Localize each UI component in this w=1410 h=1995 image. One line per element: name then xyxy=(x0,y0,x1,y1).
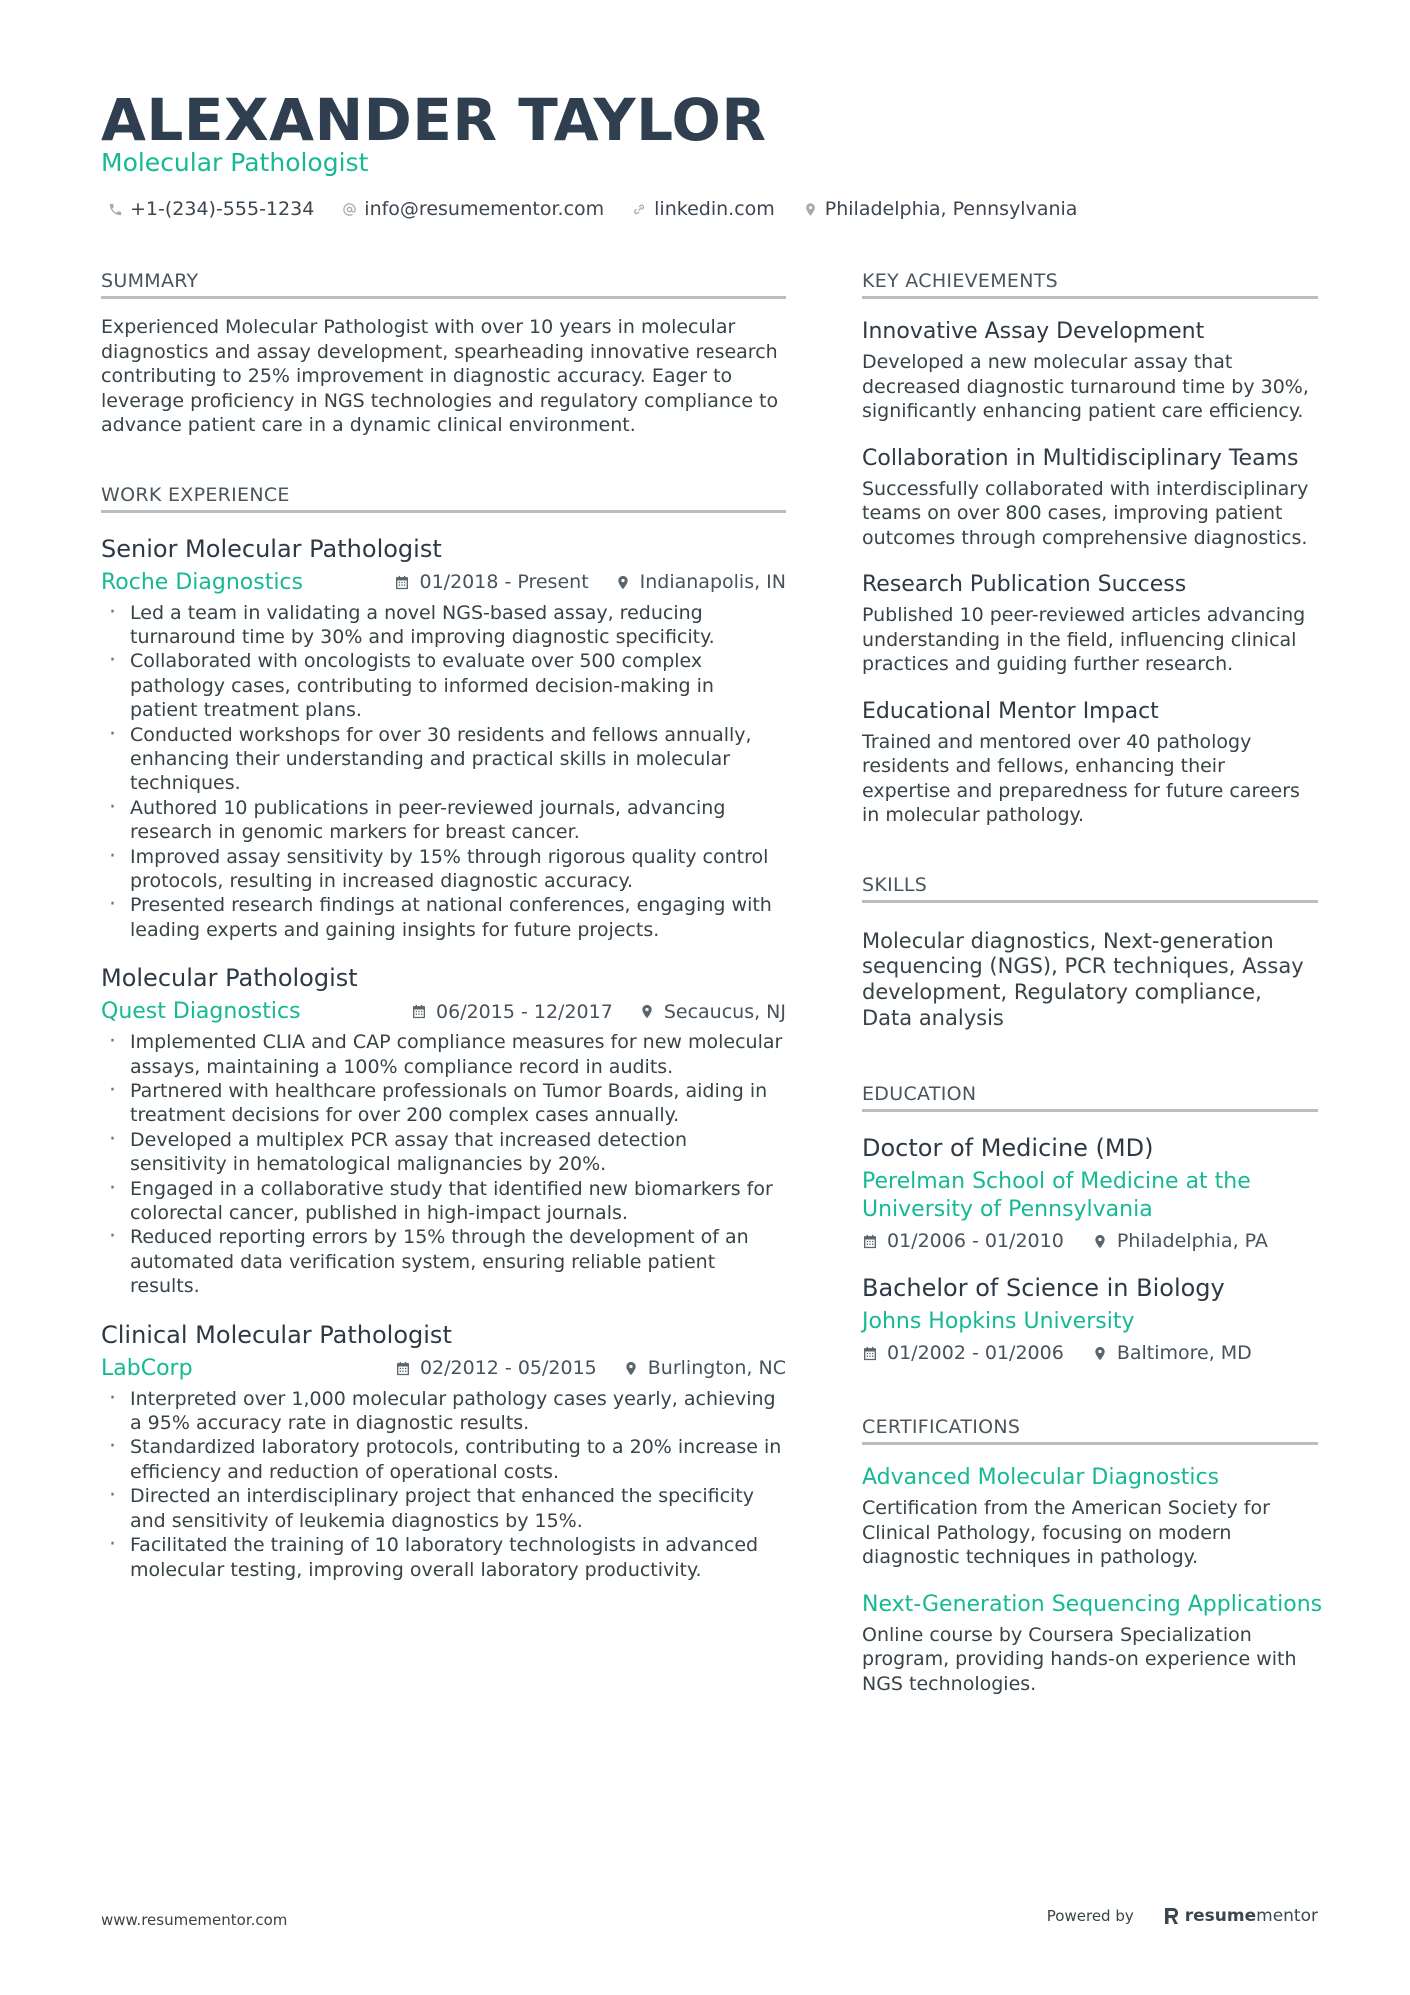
brand-name-bold: resume xyxy=(1184,1906,1257,1926)
achievements-heading: KEY ACHIEVEMENTS xyxy=(862,270,1318,299)
education-details xyxy=(862,1230,1318,1252)
job-bullet: · Authored 10 publications in peer-reviewed journals, advancing research in genomic markers for breast cancer. xyxy=(101,796,786,845)
map-pin-icon xyxy=(615,574,631,591)
job-dates-text: 02/2012 - 05/2015 xyxy=(419,1357,597,1380)
job-bullets xyxy=(101,1387,786,1582)
footer-branding xyxy=(1047,1906,1318,1926)
job-entry xyxy=(101,964,786,1298)
school-name: Perelman School of Medicine at the University of Pennsylvania xyxy=(862,1169,1251,1223)
job-bullet: · Developed a multiplex PCR assay that increased detection sensitivity in hematological malignancies by 20%. xyxy=(101,1128,786,1177)
achievement-desc: Published 10 peer-reviewed articles advancing understanding in the field, influencing clinical practices and guiding further research. xyxy=(862,604,1306,675)
company-name: LabCorp xyxy=(101,1355,193,1381)
job-details xyxy=(411,1001,786,1023)
calendar-icon xyxy=(394,574,410,591)
education-location-text: Philadelphia, PA xyxy=(1116,1230,1268,1253)
achievement-title: Research Publication Success xyxy=(862,572,1187,597)
work-heading: WORK EXPERIENCE xyxy=(101,484,786,513)
resumementor-logo-icon xyxy=(1164,1907,1180,1925)
achievement-desc: Developed a new molecular assay that decreased diagnostic turnaround time by 30%, significantly enhancing patient care efficiency. xyxy=(862,351,1309,422)
job-bullet: · Interpreted over 1,000 molecular pathology cases yearly, achieving a 95% accuracy rate in diagnostic results. xyxy=(101,1387,786,1436)
job-bullet: · Facilitated the training of 10 laboratory technologists in advanced molecular testing, improving overall laboratory productivity. xyxy=(101,1533,786,1582)
achievement-desc: Trained and mentored over 40 pathology residents and fellows, enhancing their expertise and preparedness for future careers in molecular pathology. xyxy=(862,730,1300,826)
job-bullet: · Engaged in a collaborative study that identified new biomarkers for colorectal cancer, published in high-impact journals. xyxy=(101,1177,786,1226)
achievement-title: Innovative Assay Development xyxy=(862,319,1205,344)
map-pin-icon xyxy=(1092,1233,1108,1250)
left-column xyxy=(101,270,786,1582)
at-icon xyxy=(342,202,357,217)
job-title: Senior Molecular Pathologist xyxy=(101,534,442,563)
education-location-text: Baltimore, MD xyxy=(1116,1342,1252,1365)
phone-icon xyxy=(108,202,123,217)
contact-phone-text: +1-(234)-555-1234 xyxy=(130,198,315,220)
job-dates-text: 01/2018 - Present xyxy=(419,571,589,593)
job-dates xyxy=(411,1001,613,1023)
certification-item xyxy=(862,1591,1323,1697)
map-pin-icon xyxy=(803,202,818,217)
brand-name-light: mentor xyxy=(1256,1906,1318,1926)
job-location-text: Secaucus, NJ xyxy=(663,1000,786,1023)
job-entry xyxy=(101,1321,786,1582)
job-bullet: · Improved assay sensitivity by 15% through rigorous quality control protocols, resulting in increased diagnostic accuracy. xyxy=(101,845,786,894)
education-details xyxy=(862,1342,1318,1364)
achievement-item xyxy=(862,572,1318,677)
job-bullet: · Standardized laboratory protocols, contributing to a 20% increase in efficiency and reduction of operational costs. xyxy=(101,1435,786,1484)
contact-phone[interactable] xyxy=(108,198,314,220)
job-bullet: · Presented research findings at national conferences, engaging with leading experts and gaining insights for future projects. xyxy=(101,893,786,942)
certifications-heading: CERTIFICATIONS xyxy=(862,1416,1318,1445)
job-bullet: · Partnered with healthcare professionals on Tumor Boards, aiding in treatment decisions for over 200 complex cases annually. xyxy=(101,1079,786,1128)
job-bullet: · Reduced reporting errors by 15% through the development of an automated data verification system, ensuring reliable patient results. xyxy=(101,1225,786,1298)
job-bullets xyxy=(101,1030,786,1298)
education-location xyxy=(1092,1342,1252,1364)
company-name: Roche Diagnostics xyxy=(101,569,303,595)
achievement-desc: Successfully collaborated with interdisciplinary teams on over 800 cases, improving patient outcomes through comprehensive diagnostics. xyxy=(862,477,1309,549)
calendar-icon xyxy=(395,1360,411,1377)
job-meta xyxy=(101,570,786,595)
job-title: Clinical Molecular Pathologist xyxy=(101,1320,452,1349)
contact-location-text: Philadelphia, Pennsylvania xyxy=(824,198,1078,220)
candidate-name: ALEXANDER TAYLOR xyxy=(101,86,767,154)
achievement-item xyxy=(862,319,1318,424)
certification-title: Advanced Molecular Diagnostics xyxy=(862,1465,1220,1491)
contact-bar xyxy=(108,198,1077,220)
job-location xyxy=(615,571,786,593)
achievement-title: Educational Mentor Impact xyxy=(862,698,1159,724)
job-title: Molecular Pathologist xyxy=(101,964,358,993)
certification-title: Next-Generation Sequencing Applications xyxy=(862,1591,1323,1617)
achievement-item xyxy=(862,446,1318,551)
degree-title: Doctor of Medicine (MD) xyxy=(862,1134,1154,1163)
certification-desc: Certification from the American Society for Clinical Pathology, focusing on modern diagnostic techniques in pathology. xyxy=(862,1497,1270,1569)
job-details xyxy=(395,1357,786,1379)
achievement-item xyxy=(862,699,1318,828)
education-item xyxy=(862,1274,1318,1364)
candidate-title: Molecular Pathologist xyxy=(101,148,369,177)
calendar-icon xyxy=(862,1233,878,1250)
job-dates xyxy=(394,571,588,593)
certification-desc: Online course by Coursera Specialization program, providing hands-on experience with NGS technologies. xyxy=(862,1623,1297,1695)
degree-title: Bachelor of Science in Biology xyxy=(862,1274,1225,1303)
contact-linkedin[interactable] xyxy=(632,198,775,220)
calendar-icon xyxy=(862,1345,878,1362)
job-location xyxy=(623,1357,786,1379)
contact-location xyxy=(803,198,1078,220)
skills-heading: SKILLS xyxy=(862,874,1318,903)
certification-item xyxy=(862,1465,1318,1570)
map-pin-icon xyxy=(639,1003,655,1020)
education-item xyxy=(862,1134,1318,1252)
job-bullet: · Collaborated with oncologists to evaluate over 500 complex pathology cases, contributing to informed decision-making in patient treatment plans. xyxy=(101,649,786,722)
school-name: Johns Hopkins University xyxy=(862,1309,1135,1335)
education-heading: EDUCATION xyxy=(862,1083,1318,1112)
brand-logo[interactable] xyxy=(1164,1906,1318,1926)
education-dates-text: 01/2002 - 01/2006 xyxy=(887,1342,1064,1365)
job-bullets xyxy=(101,601,786,943)
skills-text: Molecular diagnostics, Next-generation sequencing (NGS), PCR techniques, Assay development, Regulatory compliance, Data analysis xyxy=(862,928,1304,1030)
job-bullet: · Implemented CLIA and CAP compliance measures for new molecular assays, maintaining a 100% compliance record in audits. xyxy=(101,1030,786,1079)
right-column xyxy=(862,270,1323,1696)
link-icon xyxy=(632,202,647,217)
job-entry xyxy=(101,535,786,943)
powered-by-label: Powered by xyxy=(1046,1907,1134,1925)
map-pin-icon xyxy=(1092,1345,1108,1362)
education-dates xyxy=(862,1342,1064,1364)
contact-email-text: info@resumementor.com xyxy=(364,198,605,220)
job-location xyxy=(639,1001,786,1023)
job-bullet: · Led a team in validating a novel NGS-based assay, reducing turnaround time by 30% and improving diagnostic specificity. xyxy=(101,601,786,650)
company-name: Quest Diagnostics xyxy=(101,999,301,1025)
job-dates-text: 06/2015 - 12/2017 xyxy=(436,1000,613,1023)
education-dates-text: 01/2006 - 01/2010 xyxy=(887,1230,1064,1253)
calendar-icon xyxy=(411,1003,427,1020)
job-bullet: · Directed an interdisciplinary project that enhanced the specificity and sensitivity of leukemia diagnostics by 15%. xyxy=(101,1484,786,1533)
job-location-text: Burlington, NC xyxy=(647,1357,786,1380)
contact-email[interactable] xyxy=(342,198,604,220)
job-bullet: · Conducted workshops for over 30 residents and fellows annually, enhancing their understanding and practical skills in molecular techniques. xyxy=(101,723,786,796)
job-details xyxy=(394,571,786,593)
education-dates xyxy=(862,1230,1064,1252)
map-pin-icon xyxy=(623,1360,639,1377)
job-meta xyxy=(101,1356,786,1381)
achievement-title: Collaboration in Multidisciplinary Teams xyxy=(862,445,1299,471)
summary-text: Experienced Molecular Pathologist with over 10 years in molecular diagnostics and assay development, spearheading innovative research contributing to 25% improvement in diagnostic accuracy. Eager to leverage proficiency in NGS technologies and regulatory compliance to advance patient care in a dynamic clinical environment. xyxy=(101,316,779,436)
job-location-text: Indianapolis, IN xyxy=(639,571,786,593)
footer-website[interactable]: www.resumementor.com xyxy=(101,1911,288,1929)
education-location xyxy=(1092,1230,1268,1252)
job-dates xyxy=(395,1357,597,1379)
contact-linkedin-text: linkedin.com xyxy=(654,198,775,220)
summary-heading: SUMMARY xyxy=(101,270,786,299)
job-meta xyxy=(101,999,786,1024)
